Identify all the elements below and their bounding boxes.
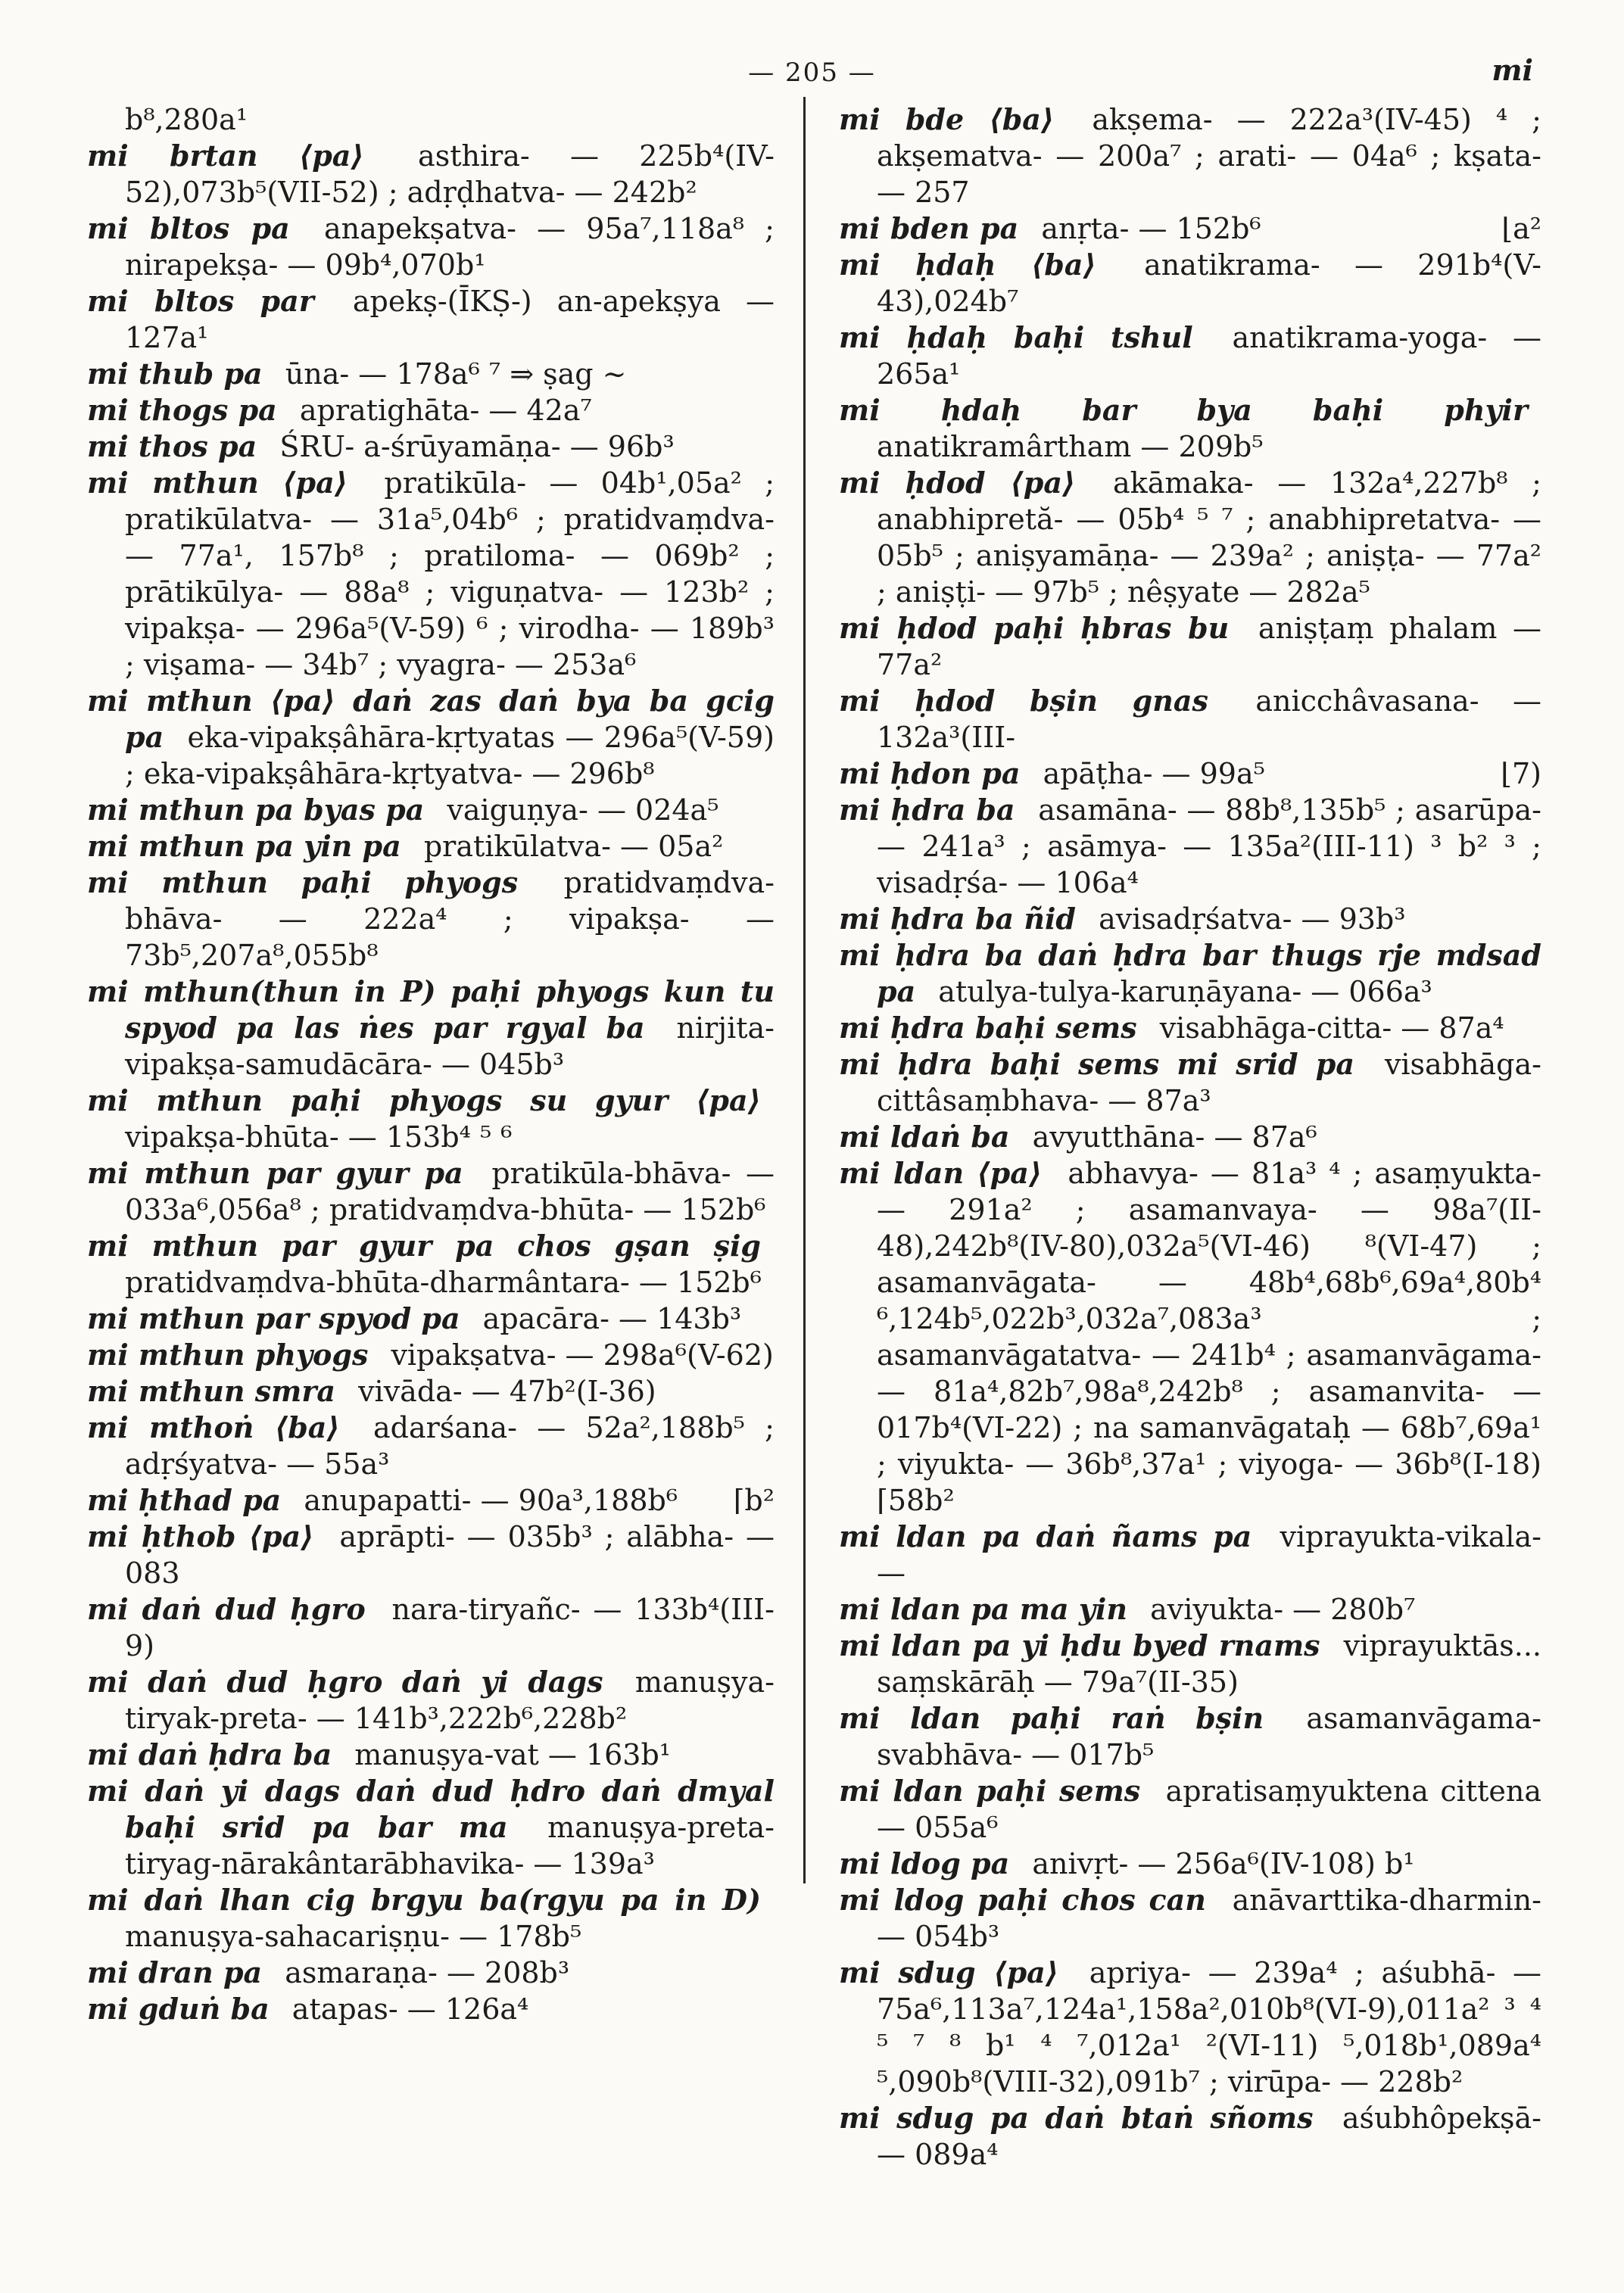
dictionary-entry: [87, 828, 775, 865]
dictionary-entry: [87, 138, 775, 210]
entry-headword: mi ldan pa daṅ ñams pa: [839, 1519, 1252, 1553]
entry-equivalents: viprayukta-vikala- —: [877, 1520, 1541, 1590]
entry-equivalents: vipakṣa-bhūta- — 153b⁴ ⁵ ⁶: [125, 1120, 513, 1154]
dictionary-entry: [839, 101, 1541, 210]
entry-headword: mi mthun paḥi phyogs su gyur ⟨pa⟩: [87, 1083, 761, 1117]
entry-headword: mi ḥdra baḥi sems: [839, 1011, 1137, 1045]
entry-equivalents: ūna- — 178a⁶ ⁷ ⇒ ṣag ~: [285, 357, 627, 391]
dictionary-entry: [87, 1591, 775, 1664]
entry-headword: mi mthun(thun in P) paḥi phyogs kun tu spyod pa las ṅes par rgyal ba: [87, 974, 775, 1045]
entry-equivalents: visabhāga-citta- — 87a⁴: [1159, 1011, 1504, 1045]
entry-headword: mi ldan pa ma yin: [839, 1592, 1127, 1626]
entry-equivalents: abhavya- — 81a³ ⁴ ; asaṃyukta- — 291a² ; asamanvaya- — 98a⁷(II-48),242b⁸(IV-80),032a⁵(VI-46) ⁸(VI-47) ; asamanvāgata- — 48b⁴,68b⁶,69a⁴,80b⁴ ⁶,124b⁵,022b³,032a⁷,083a³ ; asamanvāgatatva- — 241b⁴ ; asamanvāgama- — 81a⁴,82b⁷,98a⁸,242b⁸ ; asamanvita- — 017b⁴(VI-22) ; na samanvāgataḥ — 68b⁷,69a¹ ; viyukta- — 36b⁸,37a¹ ; viyoga- — 36b⁸(I-18) ⌈58b²: [877, 1157, 1541, 1517]
entry-headword: mi bltos pa: [87, 211, 290, 245]
dictionary-entry: [87, 1737, 775, 1773]
dictionary-entry: [839, 792, 1541, 901]
entry-headword: mi bden pa: [839, 211, 1019, 245]
entry-headword: mi daṅ yi dags daṅ dud ḥdro daṅ dmyal baḥi srid pa bar ma: [87, 1774, 775, 1844]
entry-equivalents: manuṣya-preta-tiryag-nārakântarābhavika- — 139a³: [125, 1811, 775, 1880]
dictionary-entry: [87, 1301, 775, 1337]
entry-equivalents: atulya-tulya-karuṇāyana- — 066a³: [938, 975, 1432, 1008]
entry-headword: mi ḥdon pa: [839, 756, 1021, 790]
dictionary-entry: [87, 1882, 775, 1955]
entry-equivalents: avisadṛśatva- — 93b³: [1099, 902, 1406, 936]
dictionary-entry: [839, 1046, 1541, 1119]
dictionary-entry: [87, 974, 775, 1083]
dictionary-entry: [839, 610, 1541, 683]
dictionary-entry: [839, 1700, 1541, 1773]
dictionary-entry: [839, 392, 1541, 465]
dictionary-entry: [87, 1373, 775, 1410]
dictionary-entry: [839, 1846, 1541, 1882]
entry-equivalents: vipakṣatva- — 298a⁶(V-62): [391, 1338, 774, 1372]
dictionary-entry: [839, 1010, 1541, 1046]
entry-equivalents: viprayuktās... saṃskārāḥ — 79a⁷(II-35): [877, 1629, 1541, 1699]
entry-headword: mi dran pa: [87, 1955, 263, 1989]
entry-headword: mi ḥdra baḥi sems mi srid pa: [839, 1047, 1354, 1081]
dictionary-entry: [839, 1882, 1541, 1955]
entry-equivalents: anṛta- — 152b⁶: [1041, 212, 1261, 245]
dictionary-entry: [87, 1337, 775, 1373]
entry-headword: mi ldan paḥi sems: [839, 1774, 1141, 1808]
entry-headword: mi daṅ ḥdra ba: [87, 1737, 332, 1771]
dictionary-entry: [839, 1955, 1541, 2100]
dictionary-entry: [87, 792, 775, 828]
entry-headword: mi daṅ lhan cig brgyu ba(rgyu pa in D): [87, 1883, 761, 1917]
dictionary-entry: [87, 1228, 775, 1301]
entry-headword: mi bltos par: [87, 284, 314, 318]
entry-equivalents: akṣema- — 222a³(IV-45) ⁴ ; akṣematva- — 200a⁷ ; arati- — 04a⁶ ; kṣata- — 257: [877, 103, 1541, 209]
entry-headword: mi ldog pa: [839, 1846, 1010, 1880]
entry-equivalents: apekṣ-(ĪKṢ-) an-apekṣya — 127a¹: [125, 285, 775, 354]
entry-equivalents: anāvarttika-dharmin- — 054b³: [877, 1883, 1541, 1953]
entry-equivalents: pratidvaṃdva-bhāva- — 222a⁴ ; vipakṣa- — 73b⁵,207a⁸,055b⁸: [125, 866, 775, 972]
entry-equivalents: anapekṣatva- — 95a⁷,118a⁸ ; nirapekṣa- — 09b⁴,070b¹: [125, 212, 775, 282]
dictionary-entry: [839, 937, 1541, 1010]
dictionary-entry: [87, 1482, 775, 1519]
dictionary-entry: [87, 1519, 775, 1591]
entry-equivalents: apacāra- — 143b³: [482, 1302, 742, 1335]
entry-equivalents: visabhāga-cittâsaṃbhava- — 87a³: [877, 1048, 1541, 1117]
entry-equivalents: apāṭha- — 99a⁵: [1043, 757, 1265, 790]
entry-equivalents: eka-vipakṣâhāra-kṛtyatas — 296a⁵(V-59) ; eka-vipakṣâhāra-kṛtyatva- — 296b⁸: [125, 721, 775, 790]
entry-headword: mi ldaṅ ba: [839, 1120, 1010, 1154]
dictionary-entry: [839, 1591, 1541, 1628]
dictionary-entry: [87, 1955, 775, 1991]
entry-equivalents: nara-tiryañc- — 133b⁴(III-9): [125, 1593, 775, 1662]
dictionary-entry: [839, 683, 1541, 756]
entry-equivalents: apratighāta- — 42a⁷: [299, 394, 592, 427]
entry-headword: mi sdug pa daṅ btaṅ sñoms: [839, 2101, 1314, 2135]
dictionary-entry: [839, 319, 1541, 392]
dictionary-entry: [87, 1410, 775, 1482]
entry-headword: mi ḥdaḥ baḥi tshul: [839, 320, 1193, 354]
entry-headword: mi ldan paḥi raṅ bṣin: [839, 1701, 1264, 1735]
carryover-fragment: ⌊a²: [1501, 212, 1541, 245]
dictionary-entry: [839, 210, 1541, 247]
entry-equivalents: anivṛt- — 256a⁶(IV-108) b¹: [1032, 1847, 1415, 1880]
entry-equivalents: anatikrama- — 291b⁴(V-43),024b⁷: [877, 248, 1541, 318]
entry-headword: mi mthun ⟨pa⟩: [87, 466, 348, 500]
entry-headword: mi ḥthad pa: [87, 1483, 282, 1517]
entry-equivalents: anatikramârtham — 209b⁵: [877, 430, 1264, 463]
entry-headword: mi ḥdaḥ bar bya baḥi phyir: [839, 393, 1528, 427]
entry-headword: mi sdug ⟨pa⟩: [839, 1955, 1059, 1989]
entry-equivalents: asthira- — 225b⁴(IV-52),073b⁵(VII-52) ; adṛḍhatva- — 242b²: [125, 139, 775, 209]
entry-headword: mi thub pa: [87, 357, 263, 391]
entry-equivalents: b⁸,280a¹: [125, 103, 248, 136]
page-number: — 205 —: [748, 58, 876, 88]
entry-headword: mi ḥdra ba ñid: [839, 902, 1076, 936]
dictionary-entry: [839, 1773, 1541, 1846]
entry-headword: mi bde ⟨ba⟩: [839, 102, 1055, 136]
dictionary-entry: [87, 210, 775, 283]
dictionary-entry: [87, 1773, 775, 1882]
entry-equivalents: atapas- — 126a⁴: [291, 1992, 529, 2026]
entry-equivalents: adarśana- — 52a²,188b⁵ ; adṛśyatva- — 55a³: [125, 1411, 775, 1481]
dictionary-entry: [839, 756, 1541, 792]
dictionary-entry: [87, 356, 775, 392]
entry-headword: mi mthun smra: [87, 1374, 335, 1408]
dictionary-entry: [839, 247, 1541, 319]
entry-headword: mi ḥdra ba daṅ ḥdra bar thugs rje mdsad pa: [839, 938, 1541, 1008]
dictionary-entry: [87, 865, 775, 974]
entry-equivalents: ŚRU- a-śrūyamāṇa- — 96b³: [279, 430, 675, 463]
entry-headword: mi mthoṅ ⟨ba⟩: [87, 1410, 340, 1444]
entry-equivalents: nirjita-vipakṣa-samudācāra- — 045b³: [125, 1011, 775, 1081]
entry-equivalents: manuṣya-tiryak-preta- — 141b³,222b⁶,228b²: [125, 1665, 775, 1735]
dictionary-entry: [87, 1155, 775, 1228]
carryover-fragment: ⌈b²: [733, 1484, 775, 1517]
entry-headword: mi thos pa: [87, 429, 257, 463]
entry-headword: mi thogs pa: [87, 393, 277, 427]
entry-equivalents: aprāpti- — 035b³ ; alābha- — 083: [125, 1520, 775, 1590]
dictionary-entry: [839, 465, 1541, 610]
dictionary-entry: [839, 1119, 1541, 1155]
entry-headword: mi ḥthob ⟨pa⟩: [87, 1519, 314, 1553]
carryover-fragment: ⌊7): [1501, 757, 1541, 790]
entry-equivalents: anicchâvasana- — 132a³(III-: [877, 684, 1541, 754]
entry-headword: mi mthun pa yin pa: [87, 829, 401, 863]
entry-equivalents: apratisaṃyuktena cittena — 055a⁶: [877, 1774, 1541, 1844]
entry-headword: mi gduṅ ba: [87, 1992, 270, 2026]
entry-headword: mi ḥdod bṣin gnas: [839, 684, 1208, 718]
left-column: [87, 101, 775, 2027]
entry-equivalents: asmaraṇa- — 208b³: [285, 1956, 570, 1989]
entry-equivalents: avyutthāna- — 87a⁶: [1032, 1120, 1317, 1154]
entry-equivalents: akāmaka- — 132a⁴,227b⁸ ; anabhipretă- — 05b⁴ ⁵ ⁷ ; anabhipretatva- — 05b⁵ ; aniṣyamāṇa- — 239a² ; aniṣṭa- — 77a² ; aniṣṭi- — 97b⁵ ; nêṣyate — 282a⁵: [877, 466, 1541, 609]
entry-equivalents: manuṣya-sahacariṣṇu- — 178b⁵: [125, 1920, 582, 1953]
guide-word: mi: [1492, 53, 1533, 87]
entry-headword: mi ḥdra ba: [839, 793, 1015, 827]
entry-equivalents: manuṣya-vat — 163b¹: [354, 1738, 672, 1771]
dictionary-entry: [87, 1991, 775, 2027]
entry-equivalents: aniṣṭaṃ phalam — 77a²: [877, 612, 1541, 681]
dictionary-entry: [87, 428, 775, 465]
column-divider-rule: [803, 97, 806, 1883]
entry-equivalents: asamāna- — 88b⁸,135b⁵ ; asarūpa- — 241a³ ; asāmya- — 135a²(III-11) ³ b² ³ ; visadṛśa- — 106a⁴: [877, 793, 1541, 899]
dictionary-entry: [87, 465, 775, 683]
entry-headword: mi ḥdod ⟨pa⟩: [839, 466, 1076, 500]
entry-headword: mi mthun phyogs: [87, 1338, 369, 1372]
entry-equivalents: asamanvāgama-svabhāva- — 017b⁵: [877, 1702, 1541, 1771]
dictionary-entry: [839, 1519, 1541, 1591]
entry-equivalents: vaiguṇya- — 024a⁵: [447, 793, 719, 827]
right-column: [839, 101, 1541, 2173]
entry-headword: mi mthun paḥi phyogs: [87, 865, 519, 899]
dictionary-entry: [839, 901, 1541, 937]
entry-headword: mi ldan pa yi ḥdu byed rnams: [839, 1628, 1320, 1662]
entry-headword: mi ldan ⟨pa⟩: [839, 1156, 1043, 1190]
entry-headword: mi daṅ dud ḥgro daṅ yi dags: [87, 1665, 603, 1699]
entry-headword: mi ldog paḥi chos can: [839, 1883, 1206, 1917]
entry-headword: mi mthun par gyur pa: [87, 1156, 463, 1190]
dictionary-entry: [87, 1664, 775, 1737]
entry-equivalents: anatikrama-yoga- — 265a¹: [877, 321, 1541, 391]
entry-headword: mi daṅ dud ḥgro: [87, 1592, 366, 1626]
entry-headword: mi mthun par gyur pa chos gṣan ṣig: [87, 1229, 761, 1263]
entry-equivalents: pratikūlatva- — 05a²: [423, 830, 724, 863]
dictionary-entry: [839, 1155, 1541, 1519]
entry-equivalents: aviyukta- — 280b⁷: [1150, 1593, 1416, 1626]
entry-headword: mi mthun ⟨pa⟩ daṅ zas daṅ bya ba gcig pa: [87, 684, 775, 754]
entry-equivalents: pratikūla- — 04b¹,05a² ; pratikūlatva- — 31a⁵,04b⁶ ; pratidvaṃdva- — 77a¹, 157b⁸ ; pratiloma- — 069b² ; prātikūlya- — 88a⁸ ; viguṇatva- — 123b² ; vipakṣa- — 296a⁵(V-59) ⁶ ; virodha- — 189b³ ; viṣama- — 34b⁷ ; vyagra- — 253a⁶: [125, 466, 775, 681]
dictionary-entry: [87, 683, 775, 792]
entry-equivalents: apriya- — 239a⁴ ; aśubhā- — 75a⁶,113a⁷,124a¹,158a²,010b⁸(VI-9),011a² ³ ⁴ ⁵ ⁷ ⁸ b¹ ⁴ ⁷,012a¹ ²(VI-11) ⁵,018b¹,089a⁴ ⁵,090b⁸(VIII-32),091b⁷ ; virūpa- — 228b²: [877, 1956, 1541, 2098]
entry-equivalents: vivāda- — 47b²(I-36): [358, 1375, 656, 1408]
dictionary-entry: [87, 1083, 775, 1155]
entry-equivalents: pratikūla-bhāva- — 033a⁶,056a⁸ ; pratidvaṃdva-bhūta- — 152b⁶: [125, 1157, 775, 1226]
entry-headword: mi mthun par spyod pa: [87, 1301, 460, 1335]
entry-headword: mi brtan ⟨pa⟩: [87, 139, 364, 173]
dictionary-entry: [839, 2100, 1541, 2173]
dictionary-entry: [839, 1628, 1541, 1700]
dictionary-entry: [87, 283, 775, 356]
dictionary-entry: [87, 392, 775, 428]
entry-equivalents: aśubhôpekṣā- — 089a⁴: [877, 2101, 1541, 2171]
entry-equivalents: anupapatti- — 90a³,188b⁶: [304, 1484, 678, 1517]
entry-headword: mi mthun pa byas pa: [87, 793, 425, 827]
entry-equivalents: pratidvaṃdva-bhūta-dharmântara- — 152b⁶: [125, 1266, 762, 1299]
entry-headword: mi ḥdod paḥi ḥbras bu: [839, 611, 1230, 645]
dictionary-entry: [87, 101, 775, 138]
entry-headword: mi ḥdaḥ ⟨ba⟩: [839, 248, 1096, 282]
